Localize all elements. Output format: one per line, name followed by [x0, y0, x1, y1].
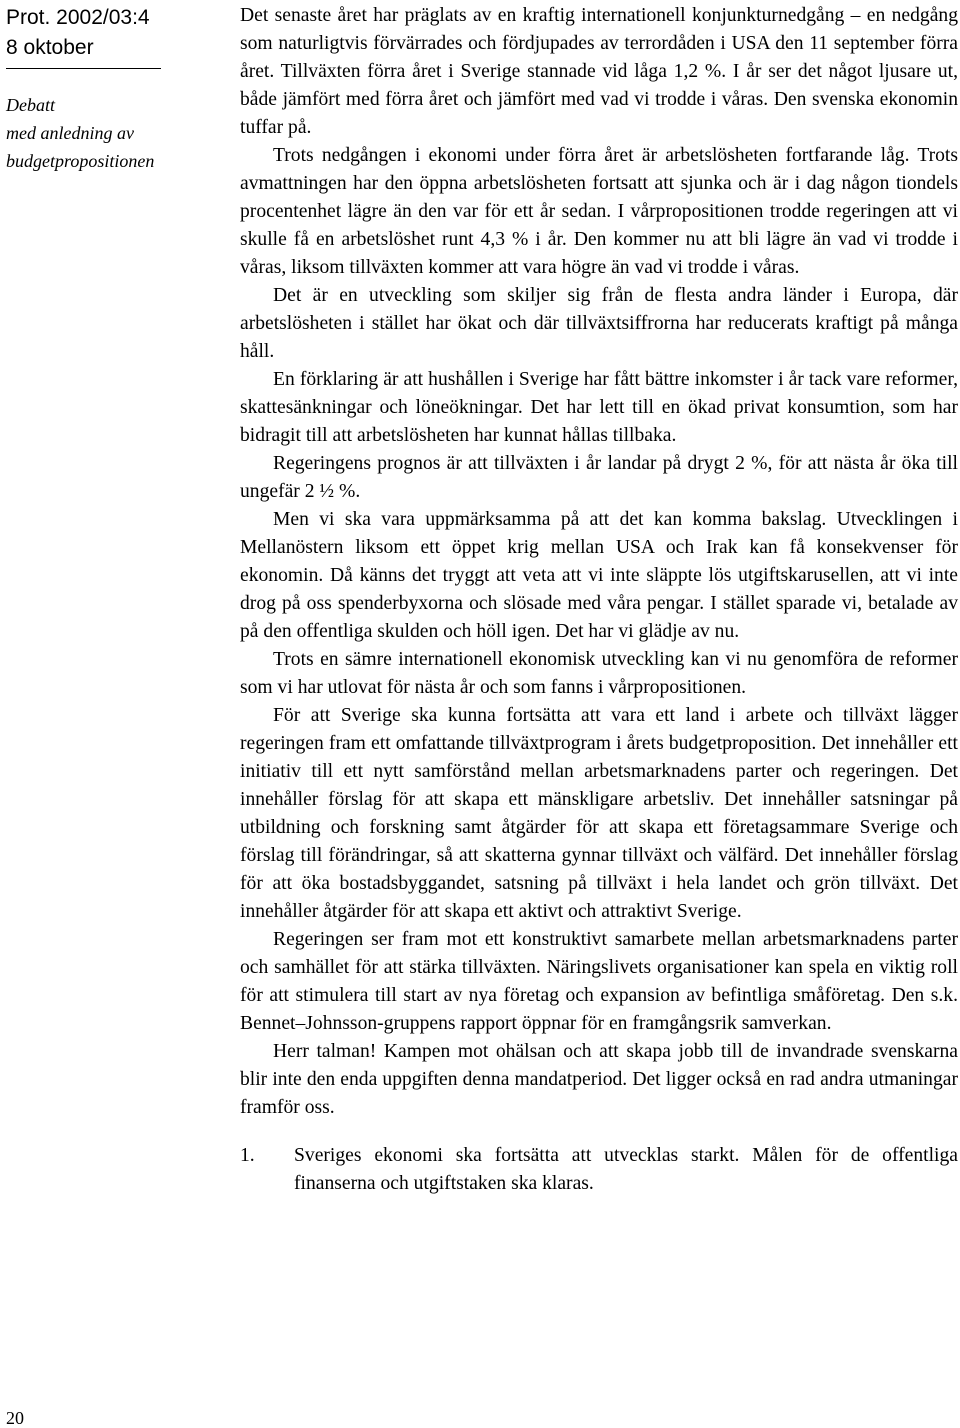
list-item-text: Sveriges ekonomi ska fortsätta att utvecklas starkt. Målen för de offentliga finanserna och utgiftstaken ska klaras.: [294, 1145, 958, 1194]
paragraph: Trots en sämre internationell ekonomisk utveckling kan vi nu genomföra de reformer som vi har utlovat för nästa år och som fanns i vårpropositionen.: [240, 649, 958, 698]
paragraph: Det är en utveckling som skiljer sig från de flesta andra länder i Europa, där arbetslösheten i stället har ökat och där tillväxtsiffrorna har reducerats kraftigt på många håll.: [240, 285, 958, 362]
paragraph: Regeringens prognos är att tillväxten i år landar på drygt 2 %, för att nästa år öka till ungefär 2 ½ %.: [240, 453, 958, 502]
debate-heading: [6, 91, 226, 175]
list-number: 1.: [240, 1145, 255, 1166]
debate-heading-line: Debatt: [6, 95, 55, 115]
debate-heading-line: budgetpropositionen: [6, 151, 155, 171]
page-number: 20: [6, 1408, 24, 1428]
main-text: [240, 0, 958, 1428]
paragraph: Regeringen ser fram mot ett konstruktivt samarbete mellan arbetsmarknadens parter och samhället för att stärka tillväxten. Näringslivets organisationer kan spela en viktig roll för att stimulera till start av nya företag och expansion av befintliga småföretag. Den s.k. Bennet–Johnsson-gruppens rapport öppnar för en framgångsrik samverkan.: [240, 929, 958, 1034]
paragraph: En förklaring är att hushållen i Sverige har fått bättre inkomster i år tack vare reformer, skattesänkningar och löneökningar. Det har lett till en ökad privat konsumtion, som har bidragit till att arbetslösheten har kunnat hållas tillbaka.: [240, 369, 958, 446]
sidebar-divider: [6, 68, 161, 69]
numbered-list-item: [240, 1142, 958, 1198]
protocol-number: Prot. 2002/03:4: [6, 6, 150, 29]
debate-heading-line: med anledning av: [6, 123, 134, 143]
paragraph: För att Sverige ska kunna fortsätta att vara ett land i arbete och tillväxt lägger regeringen fram ett omfattande tillväxtprogram i årets budgetproposition. Det innehåller ett initiativ till ett nytt samförstånd mellan arbetsmarknadens parter och regeringen. Det innehåller förslag för att skapa ett mänskligare arbetsliv. Det innehåller satsningar på utbildning och forskning samt åtgärder för att skapa ett företagsammare Sverige och förslag till förändringar, så att skatterna gynnar tillväxt och välfärd. Det innehåller förslag för att öka bostadsbyggandet, satsning på tillväxt i hela landet och grön tillväxt. Det innehåller åtgärder för att skapa ett aktivt och attraktivt Sverige.: [240, 705, 958, 922]
paragraph: Men vi ska vara uppmärksamma på att det kan komma bakslag. Utvecklingen i Mellanöstern liksom ett öppet krig mellan USA och Irak kan få konsekvenser för ekonomin. Då känns det tryggt att veta att vi inte släppte lös utgiftskarusellen, att vi inte drog på oss spenderbyxorna och slösade med våra pengar. I stället sparade vi, betalade av på den offentliga skulden och höll igen. Det har vi glädje av nu.: [240, 509, 958, 642]
sidebar: [6, 0, 226, 1428]
paragraph: Herr talman! Kampen mot ohälsan och att skapa jobb till de invandrade svenskarna blir inte den enda uppgiften denna mandatperiod. Det ligger också en rad andra utmaningar framför oss.: [240, 1041, 958, 1118]
paragraph: Det senaste året har präglats av en kraftig internationell konjunkturnedgång – en nedgång som naturligtvis förvärrades och fördjupades av terrordåden i USA den 11 september förra året. Tillväxten förra året i Sverige stannade vid låga 1,2 %. I år ser det något ljusare ut, både jämfört med förra året och jämfört med vad vi trodde i våras. Den svenska ekonomin tuffar på.: [240, 5, 958, 138]
paragraph: Trots nedgången i ekonomi under förra året är arbetslösheten fortfarande låg. Trots avmattningen har den öppna arbetslösheten fortsatt att sjunka och är i dag någon tiondels procentenhet lägre än den var för ett år sedan. I vårpropositionen trodde regeringen att vi skulle få en arbetslöshet runt 4,3 % i år. Den kommer nu att bli lägre än vad vi trodde i våras, liksom tillväxten kommer att vara högre än vad vi trodde i våras.: [240, 145, 958, 278]
session-date: 8 oktober: [6, 36, 94, 59]
